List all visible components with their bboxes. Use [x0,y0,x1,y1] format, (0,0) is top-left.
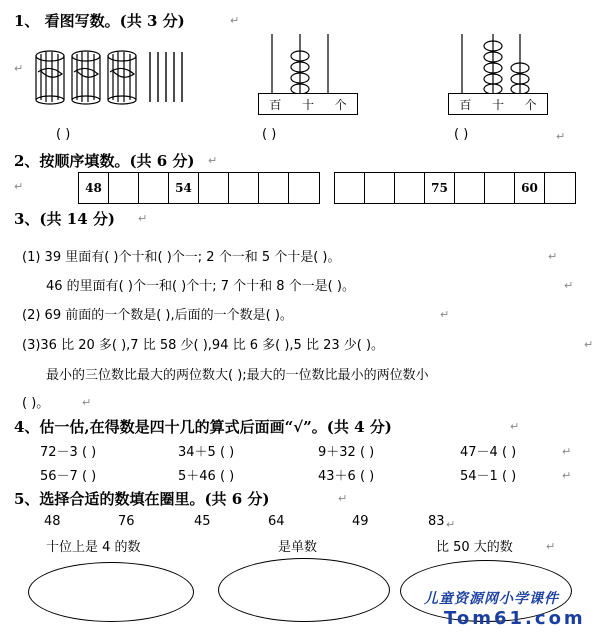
return-mark: ↵ [564,279,574,292]
return-mark: ↵ [510,420,520,433]
q5-number: 48 [44,514,61,529]
q3-line-3: (2) 69 前面的一个数是( ),后面的一个数是( )。 [22,308,293,323]
return-mark: ↵ [208,154,218,167]
abacus-2-base [448,93,548,115]
return-mark: ↵ [556,130,566,143]
q4-item: 47－4 ( ) [460,445,517,460]
sequence-cell[interactable] [229,173,259,203]
q3-line-2: 46 的里面有( )个一和( )个十; 7 个十和 8 个一是( )。 [46,279,355,294]
q4-title: 4、估一估,在得数是四十几的算式后面画“√”。(共 4 分) [14,418,392,436]
sequence-cell[interactable]: 48 [79,173,109,203]
stick-bundle [72,51,100,104]
q5-number: 64 [268,514,285,529]
abacus-label: 百 [269,97,282,112]
sequence-cell[interactable] [335,173,365,203]
return-mark: ↵ [14,62,24,75]
return-mark: ↵ [14,180,24,193]
circle-label: 十位上是 4 的数 [46,540,141,555]
sequence-cell[interactable]: 54 [169,173,199,203]
abacus-label: 十 [301,97,314,112]
q3-line-4: (3)36 比 20 多( ),7 比 58 少( ),94 比 6 多( ),5 比 23 少( )。 [22,338,385,353]
sequence-cell[interactable] [259,173,289,203]
sequence-cell[interactable]: 75 [425,173,455,203]
answer-blank[interactable]: ( ) [454,127,469,142]
answer-circle-1[interactable] [28,562,194,622]
sequence-cell[interactable] [139,173,169,203]
sequence-row-2 [334,172,576,204]
return-mark: ↵ [548,250,558,263]
watermark-line-2: Tom61.com [444,608,586,629]
sequence-row-1 [78,172,320,204]
q3-line-6: ( )。 [22,396,50,411]
circle-label: 是单数 [278,540,318,555]
single-sticks [150,52,182,102]
return-mark: ↵ [138,212,148,225]
abacus-label: 十 [491,97,504,112]
circle-label: 比 50 大的数 [436,540,513,555]
q2-title: 2、按顺序填数。(共 6 分) [14,152,195,170]
q5-title: 5、选择合适的数填在圈里。(共 6 分) [14,490,270,508]
return-mark: ↵ [546,540,556,553]
abacus-label: 百 [459,97,472,112]
abacus-label: 个 [524,97,537,112]
q5-number: 45 [194,514,211,529]
q5-number: 83 [428,514,445,529]
return-mark: ↵ [562,469,572,482]
answer-blank[interactable]: ( ) [262,127,277,142]
q4-item: 72－3 ( ) [40,445,97,460]
stick-bundles-figure [30,48,190,108]
return-mark: ↵ [82,396,92,409]
q3-title: 3、(共 14 分) [14,210,115,228]
sequence-cell[interactable] [545,173,575,203]
sequence-cell[interactable] [455,173,485,203]
sequence-cell[interactable] [199,173,229,203]
q4-item: 56－7 ( ) [40,469,97,484]
q1-title: 1、 看图写数。(共 3 分) [14,12,185,30]
return-mark: ↵ [446,518,456,531]
return-mark: ↵ [562,445,572,458]
q4-item: 43＋6 ( ) [318,469,375,484]
q5-number: 49 [352,514,369,529]
return-mark: ↵ [584,338,594,351]
sequence-cell[interactable] [485,173,515,203]
stick-bundle [36,51,64,104]
answer-blank[interactable]: ( ) [56,127,71,142]
q4-item: 5＋46 ( ) [178,469,235,484]
answer-circle-2[interactable] [218,558,390,622]
q4-item: 54－1 ( ) [460,469,517,484]
q4-item: 34＋5 ( ) [178,445,235,460]
watermark-line-1: 儿童资源网小学课件 [424,591,559,607]
q3-line-5: 最小的三位数比最大的两位数大( );最大的一位数比最小的两位数小 [46,368,429,383]
sequence-cell[interactable]: 60 [515,173,545,203]
sequence-cell[interactable] [109,173,139,203]
sequence-cell[interactable] [395,173,425,203]
sequence-cell[interactable] [365,173,395,203]
abacus-2 [448,32,548,94]
return-mark: ↵ [230,14,240,27]
return-mark: ↵ [440,308,450,321]
q5-number: 76 [118,514,135,529]
return-mark: ↵ [338,492,348,505]
q3-line-1: (1) 39 里面有( )个十和( )个一; 2 个一和 5 个十是( )。 [22,250,341,265]
abacus-1-base [258,93,358,115]
q4-item: 9＋32 ( ) [318,445,375,460]
abacus-1 [258,32,358,94]
abacus-label: 个 [334,97,347,112]
stick-bundle [108,51,136,104]
sequence-cell[interactable] [289,173,319,203]
